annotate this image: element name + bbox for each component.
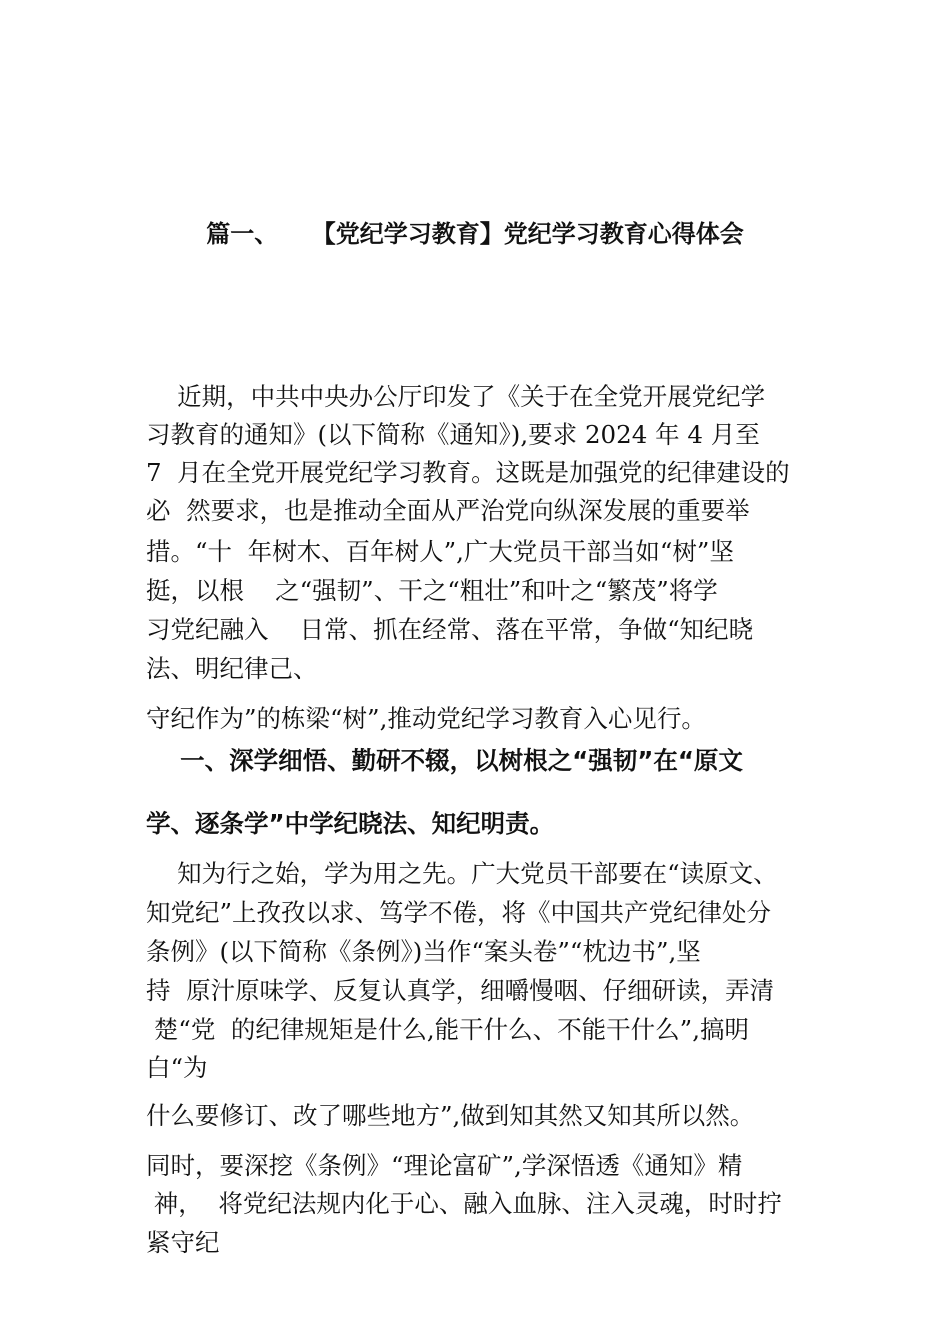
body-line-15: 持 原汁原味学、反复认真学，细嚼慢咽、仔细研读，弄清 [146,976,775,1005]
body-line-18: 什么要修订、改了哪些地方”,做到知其然又知其所以然。 [146,1101,755,1130]
body-line-5: 措。“十 年树木、百年树人”,广大党员干部当如“树”坚 [146,537,734,566]
body-line-19: 同时，要深挖《条例》“理论富矿”,学深悟透《通知》精 [146,1151,743,1180]
body-line-2: 习教育的通知》(以下简称《通知》),要求 2024 年 4 月至 [146,420,760,449]
document-title: 篇一、 【党纪学习教育】党纪学习教育心得体会 [206,220,744,248]
body-line-6: 挺，以根 之“强韧”、干之“粗壮”和叶之“繁茂”将学 [146,576,718,605]
body-line-3: 7 月在全党开展党纪学习教育。这既是加强党的纪律建设的 [146,458,790,487]
body-line-16: 楚“党 的纪律规矩是什么,能干什么、不能干什么”,搞明 [146,1015,749,1044]
body-line-13: 知党纪”上孜孜以求、笃学不倦，将《中国共产党纪律处分 [146,898,772,927]
body-line-9: 守纪作为”的栋梁“树”,推动党纪学习教育入心见行。 [146,704,706,733]
body-line-14: 条例》(以下简称《条例》)当作“案头卷”“枕边书”,坚 [146,937,701,966]
body-line-20: 神， 将党纪法规内化于心、融入血脉、注入灵魂，时时拧 [146,1189,782,1218]
body-line-21: 紧守纪 [146,1228,220,1257]
body-line-17: 白“为 [146,1053,208,1082]
body-line-7: 习党纪融入 日常、抓在经常、落在平常，争做“知纪晓 [146,615,754,644]
section-heading-line-2: 学、逐条学”中学纪晓法、知纪明责。 [146,809,555,838]
section-heading-line-1: 一、深学细悟、勤研不辍，以树根之“强韧”在“原文 [146,746,743,775]
body-line-12: 知为行之始，学为用之先。广大党员干部要在“读原文、 [146,859,778,888]
body-line-8: 法、明纪律己、 [146,654,318,683]
body-line-1: 近期，中共中央办公厅印发了《关于在全党开展党纪学 [146,382,766,411]
body-line-4: 必 然要求，也是推动全面从严治党向纵深发展的重要举 [146,496,750,525]
